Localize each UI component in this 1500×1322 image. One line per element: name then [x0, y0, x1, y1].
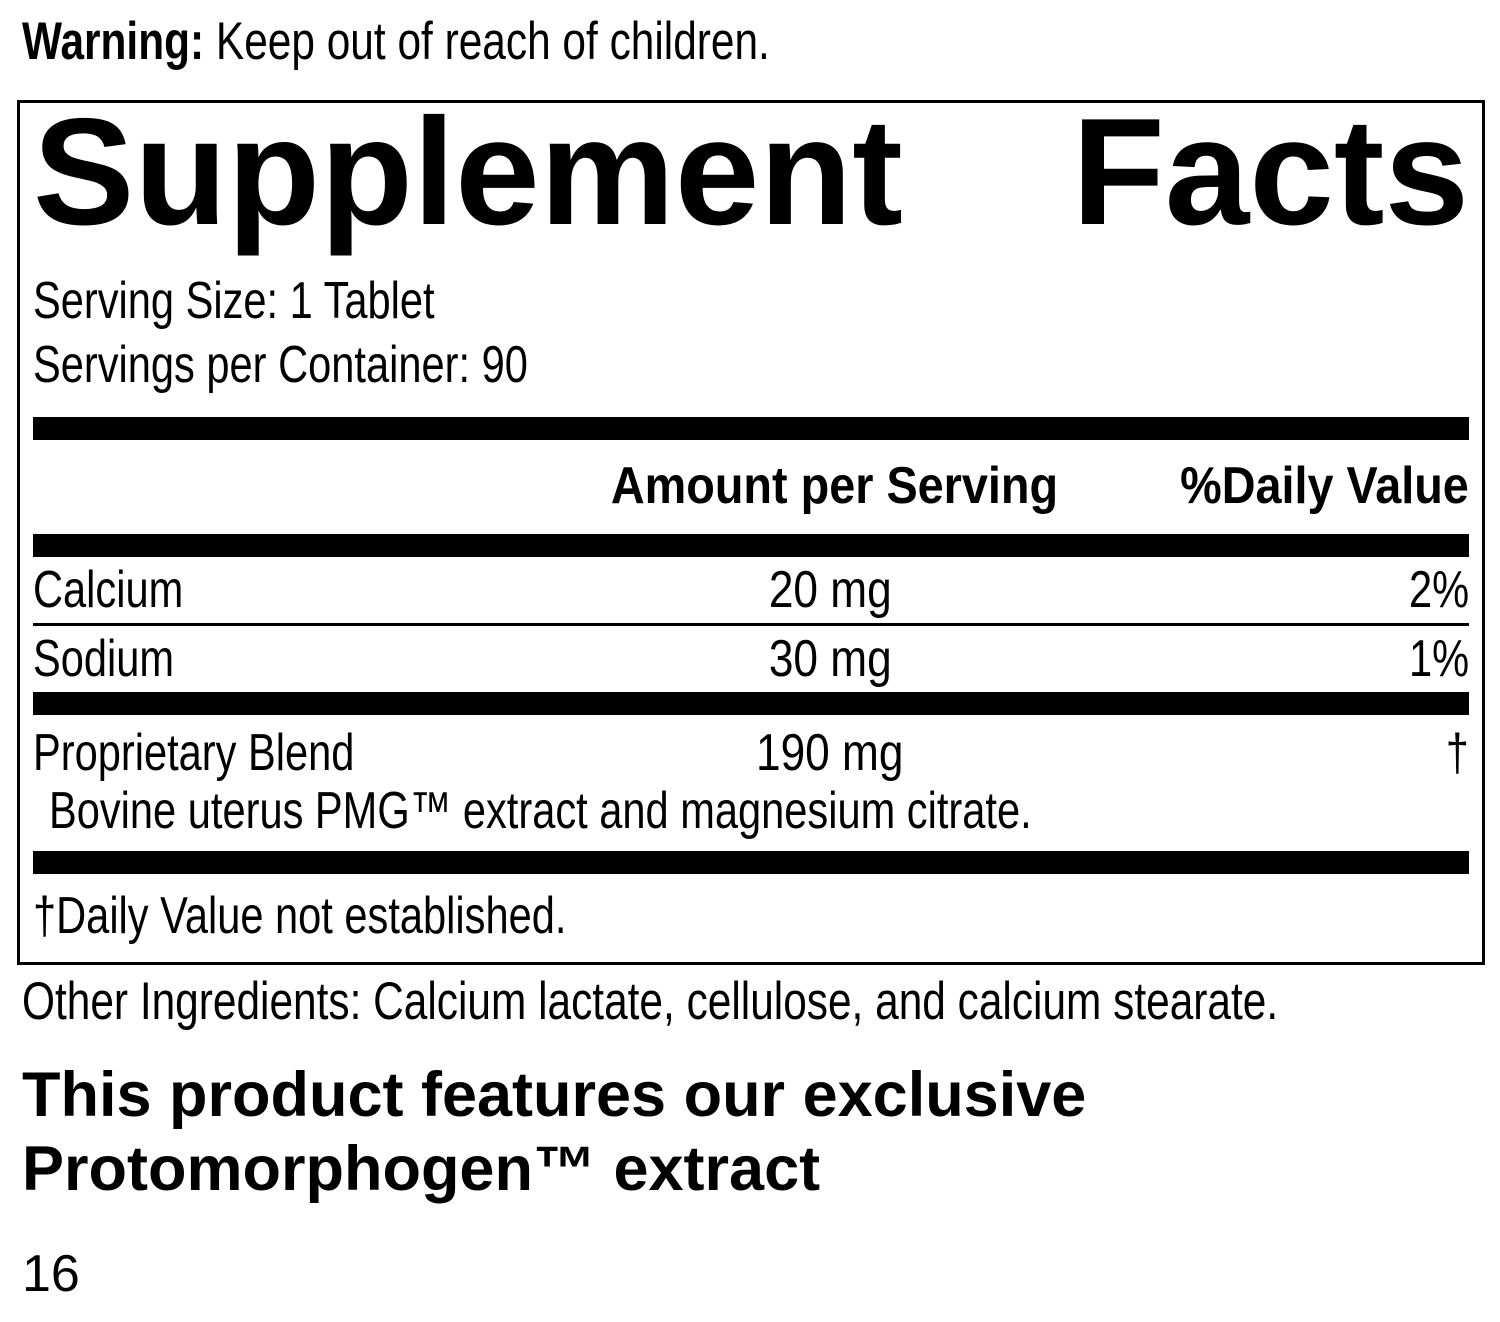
servings-per-container: Servings per Container: 90 [33, 336, 528, 394]
nutrient-name: Sodium [33, 630, 175, 688]
divider-bar-bottom [33, 851, 1469, 874]
divider-bar-middle [33, 692, 1469, 715]
other-ingredients: Other Ingredients: Calcium lactate, cellulose, and calcium stearate. [22, 972, 1279, 1031]
daily-value-footnote: †Daily Value not established. [33, 887, 567, 945]
warning-label: Warning: [22, 12, 205, 71]
nutrient-row-proprietary-blend [33, 715, 1469, 782]
nutrient-row-sodium [33, 626, 1469, 692]
feature-line-2: Protomorphogen™ extract [22, 1134, 821, 1204]
warning-message: Keep out of reach of children. [204, 12, 770, 71]
title-word-facts: Facts [1071, 87, 1469, 257]
nutrient-name: Calcium [33, 561, 184, 619]
supplement-facts-panel [17, 87, 1485, 965]
warning-text [22, 12, 957, 72]
feature-statement [22, 1058, 1086, 1206]
nutrient-amount: 20 mg [768, 561, 892, 619]
nutrient-dv: 1% [1408, 630, 1469, 688]
title-word-supplement: Supplement [33, 87, 903, 257]
panel-title [33, 87, 1469, 257]
serving-size: Serving Size: 1 Tablet [33, 272, 435, 330]
feature-line-1: This product features our exclusive [22, 1060, 1087, 1130]
divider-bar-top [33, 417, 1469, 440]
nutrient-dv: 2% [1408, 561, 1469, 619]
proprietary-blend-detail: Bovine uterus PMG™ extract and magnesium citrate. [49, 782, 1032, 840]
nutrient-amount: 30 mg [768, 630, 892, 688]
dv-column-header: %Daily Value [1180, 457, 1469, 515]
divider-bar-header [33, 534, 1469, 557]
nutrient-row-calcium [33, 557, 1469, 623]
nutrient-dv-dagger: † [1445, 724, 1469, 782]
nutrient-name: Proprietary Blend [33, 724, 355, 782]
warning-line [22, 12, 770, 72]
page-number: 16 [22, 1245, 80, 1303]
serving-info [33, 269, 1469, 397]
column-header-row [33, 440, 1469, 534]
amount-column-header: Amount per Serving [610, 457, 1058, 515]
nutrient-amount: 190 mg [756, 724, 904, 782]
